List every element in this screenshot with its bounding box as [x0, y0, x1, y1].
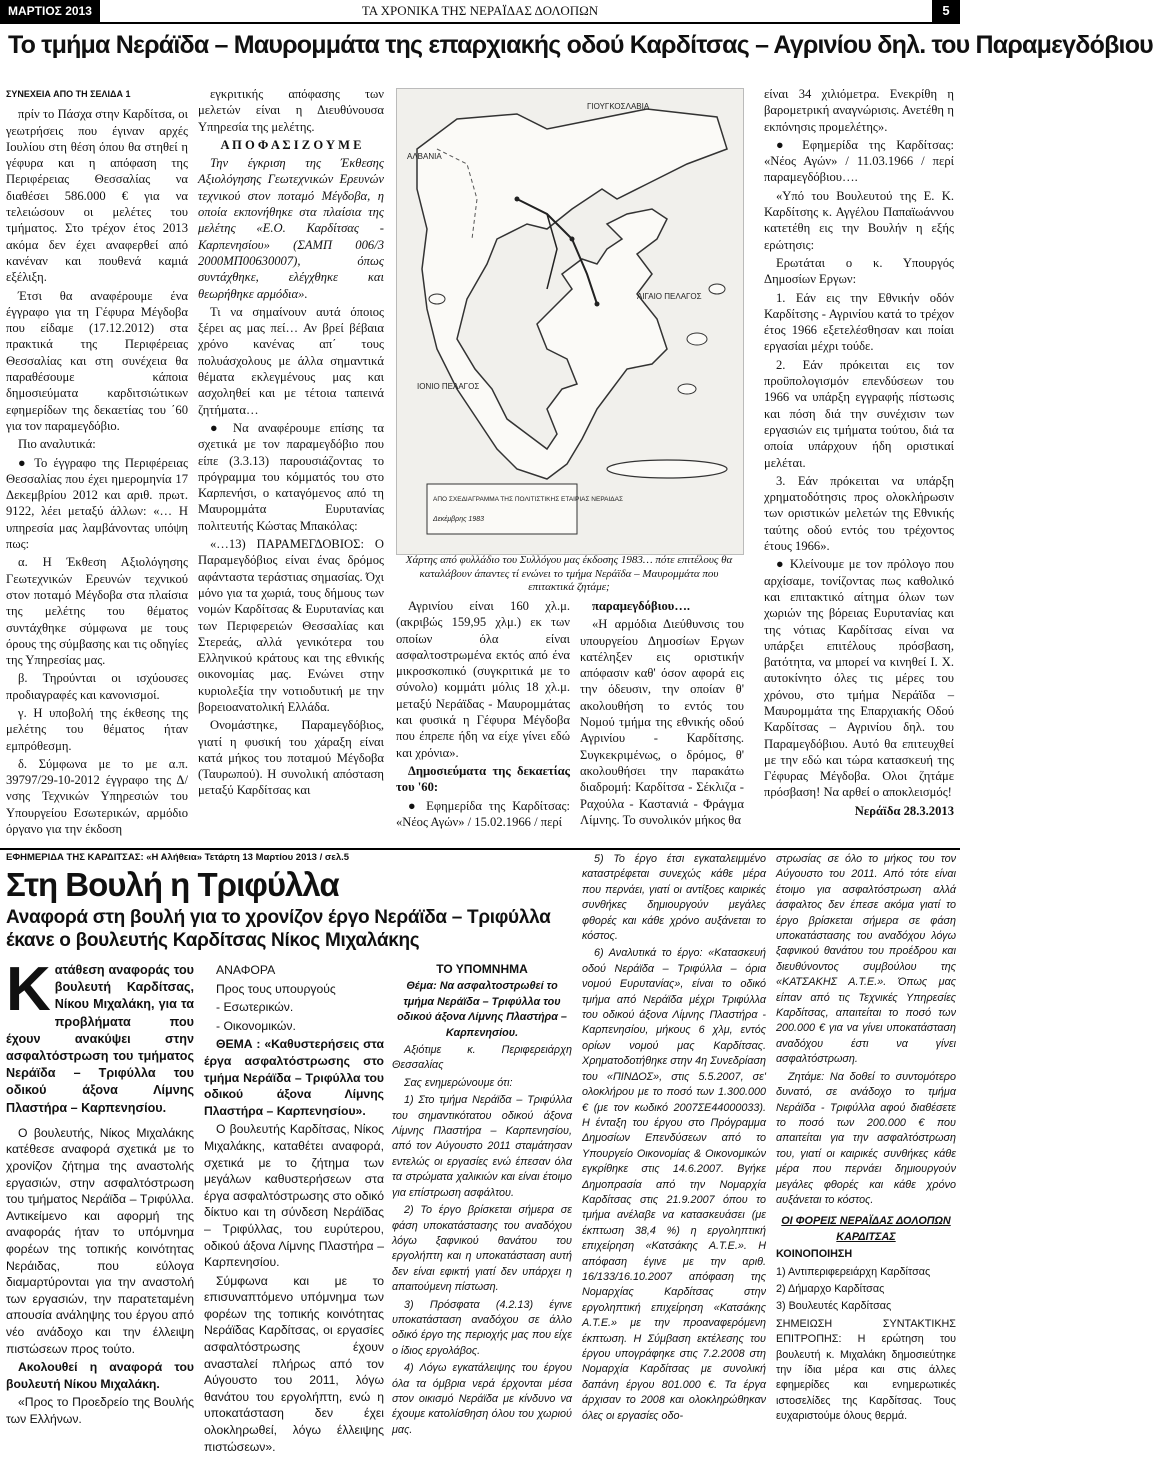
map-label: ΑΛΒΑΝΙΑ [407, 152, 442, 161]
memo-subject: Θέμα: Να ασφαλτοστρωθεί το τμήμα Νεράϊδα – Τριφύλλα του οδικού άξονα Λίμνης Πλαστήρα – Καρπενησίου. [397, 980, 567, 1039]
lead-paragraph [6, 955, 194, 1117]
paragraph: Έτσι θα αναφέρουμε ένα έγγραφο για τη Γέφυρα Μέγδοβα που είδαμε (17.12.2012) στα πρακτικά της Περιφέρειας Θεσσαλίας και στη συνέχεια θα παραθέσουμε κάποια δημοσιεύματα καρδιτσιώτικων εφημερίδων της δεκαετίας του ΄60 για τον παραμεγδόβιο. [6, 288, 188, 433]
decision-heading: Α Π Ο Φ Α Σ Ι Ζ Ο Υ Μ Ε [220, 137, 362, 152]
paragraph: β. Τηρούνται οι ισχύουσες προδιαγραφές και κανονισμοί. [6, 671, 188, 702]
paragraph: Ζητάμε: Να δοθεί το συντομότερο δυνατό, σε ανάδοχο το τμήμα Νεράϊδα - Τριφύλλα αφού διαθέσετε το ποσό των 200.000 € που απαιτείται για την ασφαλτόστρωση του, γιατί οι καιρικές συνθήκες κάθε μέρα που περνάει δημιουργούν μεγάλες φθορές και κάθε χρόνο αυξάνεται το κόστος. [776, 1070, 956, 1206]
article2-subheadline: Αναφορά στη βουλή για το χρονίζον έργο Νεράϊδα – Τριφύλλα έκανε ο βουλευτής Καρδίτσας Νίκος Μιχαλάκης [6, 907, 551, 951]
map-label: Δεκέμβρης 1983 [433, 516, 484, 523]
article2-column-5 [776, 852, 956, 1467]
drop-cap: Κ [6, 955, 51, 1024]
article1-column-4 [580, 598, 744, 846]
paragraph: ● Να αναφέρουμε επίσης τα σχετικά με τον παραμεγδόβιο που είπε (3.3.13) παρουσιάζοντας το πρόγραμμα του κόμματός του στο Καρπενήσι, ο καταγόμενος από τη Μαυρομμάτα Ευρυτανίας πολιτευτής Κώστας Μπακόλας: [198, 420, 384, 533]
signatories: ΟΙ ΦΟΡΕΙΣ ΝΕΡΑΪΔΑΣ ΔΟΛΟΠΩΝ ΚΑΡΔΙΤΣΑΣ [781, 1215, 951, 1243]
article2-column-4 [582, 848, 766, 1471]
paragraph: Αξιότιμε κ. Περιφερειάρχη Θεσσαλίας [392, 1044, 572, 1072]
article2-source: ΕΦΗΜΕΡΙΔΑ ΤΗΣ ΚΑΡΔΙΤΣΑΣ: «Η Αλήθεια» Τετάρτη 13 Μαρτίου 2013 / σελ.5 [6, 852, 350, 863]
paragraph: «Η αρμόδια Διεύθυνσις του υπουργείου Δημοσίων Εργων κατέληξεν εις οριστικήν απόφασιν καθ' όσον αφορά εις την όδευσιν, την οποίαν θ' ακολουθήση το εντός του Νομού τμήμα της εθνικής οδού Αγρινίου - Καρδίτσης. Συγκεκριμένως, ο δρόμος, θ' ακολουθήσει την παρακάτω διαδρομή: Καρδίτσα - Σέκλιζα - Ραχούλα - Καστανιά - Φράγμα Λίμνης. Το συνολικόν μήκος θα [580, 617, 744, 827]
paragraph: παραμεγδόβιου…. [592, 599, 691, 613]
article1-column-2 [198, 86, 384, 846]
newspaper-title: ΤΑ ΧΡΟΝΙΚΑ ΤΗΣ ΝΕΡΑΪΔΑΣ ΔΟΛΟΠΩΝ [361, 3, 599, 18]
editorial-note: ΣΗΜΕΙΩΣΗ ΣΥΝΤΑΚΤΙΚΗΣ ΕΠΙΤΡΟΠΗΣ: Η ερώτηση του βουλευτή κ. Μιχαλάκη δημοσιεύτηκε την ίδια μέρα και στις άλλες εφημερίδες και ενημερωτικές ιστοσελίδες της Καρδίτσας. Τους ευχαριστούμε όλους θερμά. [776, 1317, 956, 1423]
paragraph: εγκριτικής απόφασης των μελετών είναι η Διευθύνουσα Υπηρεσία της μελέτης. [198, 87, 384, 134]
cc-heading: ΚΟΙΝΟΠΟΙΗΣΗ [776, 1248, 853, 1261]
subheading: Δημοσιεύματα της δεκαετίας του '60: [396, 763, 570, 795]
paragraph: ● Το έγγραφο της Περιφέρειας Θεσσαλίας που έχει ημερομηνία 17 Δεκεμβρίου 2012 και αριθ. πρωτ. 9122, λέει μεταξύ άλλων: «… Η υπηρεσία μας λαμβάνοντας υπόψη πως: [6, 455, 188, 552]
paragraph: γ. Η υποβολή της έκθεσης της μελέτης του θέματος ήταν εμπρόθεσμη. [6, 705, 188, 753]
article1-column-1 [6, 86, 188, 846]
paragraph: ΘΕΜΑ : «Καθυστερήσεις στα έργα ασφαλτόστρωσης στο τμήμα Νεράϊδα – Τριφύλλα του οδικού άξονα Λίμνης Πλαστήρα – Καρπενησίου». [204, 1037, 384, 1118]
paragraph: «Προς το Προεδρείο της Βουλής των Ελλήνων. [6, 1395, 194, 1426]
paragraph: «Υπό του Βουλευτού της Ε. Κ. Καρδίτσης κ. Αγγέλου Παπαϊωάννου κατετέθη εις την Βουλήν η εξής ερώτησις: [764, 188, 954, 252]
article-headline: Το τμήμα Νεράϊδα – Μαυρομμάτα της επαρχιακής οδού Καρδίτσας – Αγρινίου δηλ. του Παραμεγδόβιου [8, 31, 1153, 59]
paragraph: Αγρινίου είναι 160 χλ.μ. (ακριβώς 159,95 χλμ.) εκ των οποίων όλα είναι ασφαλτοστρωμένα εκτός από ένα μικροσκοπικό (συγκριτικά με το σύνολο) κομμάτι μόλις 18 χλ.μ. μεταξύ Νεράϊδας - Μαυρομμάτας και φυσικά η Γέφυρα Μέγδοβα που έπρεπε ήδη να είχε γίνει εδώ και χρόνια». [396, 599, 570, 760]
paragraph: Σύμφωνα και με το επισυναπτόμενο υπόμνημα των φορέων της τοπικής κοινότητας Νεράϊδας Καρδίτσας, οι εργασίες ασφαλτόστρωσης έχουν ανασταλεί πλήρως από τον Αύγουστο του 2011, λόγω θανάτου του εργολήπτη, ενώ η υποκατάσταση δεν έχει ολοκληρωθεί, λόγω έλλειψης πιστώσεων». [204, 1273, 384, 1454]
paragraph: 2) Το έργο βρίσκεται σήμερα σε φάση υποκατάστασης του αναδόχου λόγω ξαφνικού θανάτου του εργολήπτη και η υποκατάσταση αυτή δεν είναι εφικτή γιατί δεν υπάρχει η απαιτούμενη πίστωση. [392, 1204, 572, 1294]
paragraph: Τι να σημαίνουν αυτά όποιος ξέρει ας μας πεί… Αν βρεί βέβαια χρόνο κανένας απ΄ τους πολυάσχολους με άλλα σημαντικά θέματα εκλεγμένους μας και ασχοληθεί και με τέτοια ταπεινά ζητήματα… [198, 304, 384, 417]
issue-month: ΜΑΡΤΙΟΣ 2013 [0, 0, 100, 22]
paragraph: - Οικονομικών. [216, 1018, 296, 1033]
article2-column-2 [204, 962, 384, 1467]
signature: Νεράϊδα 28.3.2013 [854, 803, 954, 818]
section-divider [0, 848, 960, 850]
paragraph: 1) Στο τμήμα Νεράϊδα – Τριφύλλα του σημαντικότατου οδικού άξονα Λίμνης Πλαστήρα – Καρπενησίου, από τον Αύγουστο 2011 σταμάτησαν εντελώς οι εργασίες ενώ έπεσαν όλα τα στρώματα χαλικιών και είναι έτοιμο για επίστρωση ασφάλτου. [392, 1094, 572, 1199]
paragraph: Ερωτάται ο κ. Υπουργός Δημοσίων Εργων: [764, 255, 954, 287]
paragraph: πρίν το Πάσχα στην Καρδίτσα, οι γεωτρήσεις που έγιναν αρχές Ιουλίου στη θέση όπου θα στηθεί η γέφυρα και η απόφαση της Περιφέρειας Θεσσαλίας να διαθέσει 586.000 € για να τελειώσουν οι μελέτες του τμήματος. Στο τρέχον έτος 2013 ακόμα δεν έχει αναφερθεί από κανέναν και πουθενά καμιά εξέλιξη. [6, 107, 188, 285]
paragraph: 2. Εάν πρόκειται εις τον προϋπολογισμόν επενδύσεων του 1966 να υπάρξη εγγραφής πίστωσις και πόση διά την συνέχισιν των εργασιών εις τμήματα τούτου, διά τα οποία υπάρχουν ήδη οριστικαί μελέται. [764, 357, 954, 470]
page-header [0, 0, 960, 24]
paragraph: στρωσίας σε όλο το μήκος του τον Αύγουστο του 2011. Από τότε είναι έτοιμο για ασφαλτόστρωση αλλά άσφαλτος δεν έπεσε ακόμα γιατί το έργο βρίσκεται σήμερα σε φάση υποκατάστασης του αναδόχου λόγω ξαφνικού θανάτου του προέδρου και διευθύνοντος συμβούλου της «ΚΑΤΣΑΚΗΣ Α.Τ.Ε.». Όπως μας είπαν από τις Τεχνικές Υπηρεσίες Καρδίτσας, απαιτείται το ποσό των 200.000 € για να γίνει υποκατάσταση αναδόχου έστι να γίνει ασφαλτόστρωση. [776, 853, 956, 1066]
paragraph: δ. Σύμφωνα με το με α.π. 39797/29-10-2012 έγγραφο της Δ/νσης Τεχνικών Υπηρεσιών του Υπουργείου Εσωτερικών, αρμόδιο όργανο για την έκδοση [6, 756, 188, 837]
article2-headline: Στη Βουλή η Τριφύλλα [6, 866, 339, 903]
map-label: ΙΟΝΙΟ ΠΕΛΑΓΟΣ [417, 382, 480, 391]
paragraph: 4) Λόγω εγκατάλειψης του έργου όλα τα όμβρια νερά έρχονται μέσα στον οικισμό Νεράϊδα με κίνδυνο να έχουμε κατολίσθηση όλου του χωριού μας. [392, 1362, 572, 1436]
map-label: ΑΙΓΑΙΟ ΠΕΛΑΓΟΣ [637, 292, 702, 301]
map-label: ΓΙΟΥΓΚΟΣΛΑΒΙΑ [587, 102, 650, 111]
map-label: ΑΠΟ ΣΧΕΔΙΑΓΡΑΜΜΑ ΤΗΣ ΠΟΛΙΤΙΣΤΙΚΗΣ ΕΤΑΙΡΙΑΣ ΝΕΡΑΙΔΑΣ [433, 496, 624, 503]
continued-note: ΣΥΝΕΧΕΙΑ ΑΠΟ ΤΗ ΣΕΛΙΔΑ 1 [6, 89, 131, 99]
map-caption: Χάρτης από φυλλάδιο του Συλλόγου μας έκδοσης 1983… πότε επιτέλους θα καταλάβουν άπαντες τί ενώνει το τμήμα Νεράϊδα – Μαυρομμάτα που επιτακτικά ζητάμε; [405, 554, 733, 593]
cc-item: 3) Βουλευτές Καρδίτσας [776, 1300, 892, 1313]
article1-column-5 [764, 86, 954, 846]
paragraph: 1. Εάν εις την Εθνικήν οδόν Καρδίτσης - Αγρινίου κατά το τρέχον έτος 1966 εξετελέσθησαν και ποίαι εργασίαι μέχρι τούδε. [764, 290, 954, 354]
paragraph: α. Η Έκθεση Αξιολόγησης Γεωτεχνικών Ερευνών τεχνικού στον ποταμό Μέγδοβα στα πλαίσια της μελέτης του θέματος συντάχθηκε σύμφωνα με τους όρους της σύμβασης και τις οδηγίες της Υπηρεσίας μας. [6, 555, 188, 668]
cc-item: 1) Αντιπεριφερειάρχη Καρδίτσας [776, 1265, 931, 1278]
paragraph: ● Εφημερίδα της Καρδίτσας: «Νέος Αγών» / 11.03.1966 / περί παραμεγδόβιου…. [764, 137, 954, 185]
paragraph: «…13) ΠΑΡΑΜΕΓΔΟΒΙΟΣ: Ο Παραμεγδόβιος είναι ένας δρόμος αφάνταστα τεράστιας σημασίας. Όχι μόνο για τα χωριά, τους δήμους των νομών Καρδίτσας & Ευρυτανίας και των Περιφερειών Θεσσαλίας και Στερεάς, αλλά γενικότερα του Ελληνικού κράτους και της εθνικής οικονομίας μας. Ενώνει στην κυριολεξία την νοτιοδυτική με την βορειοανατολική Ελλάδα. [198, 537, 384, 714]
article2-column-3 [392, 962, 572, 1467]
paragraph: 3. Εάν πρόκειται να υπάρξη χρηματοδότησις προς ολοκλήρωσιν των οριστικών μελετών της Εθνικής ταύτης οδού εντός του τρέχοντος έτους 1966». [764, 473, 954, 554]
paragraph: Ονομάστηκε, Παραμεγδόβιος, γιατί η φυσική του χάραξη είναι κατά μήκος του ποταμού Μέγδοβα (Ταυρωπού). Η συνολική απόσταση μεταξύ Καρδίτσας και [198, 718, 384, 798]
paragraph: Προς τους υπουργούς [216, 981, 336, 996]
map-image [396, 88, 744, 555]
paragraph: ● Εφημερίδα της Καρδίτσας: «Νέος Αγών» / 15.02.1966 / περί [396, 798, 570, 829]
paragraph: ● Κλείνουμε με τον πρόλογο που αρχίσαμε, τονίζοντας πως καθολικό και επιτακτικό αίτημα όλων των χωριών της βόρειας Ευρυτανίας και της νότιας Καρδίτσας είναι να υπάρξει επιτέλους πρόσβαση, βατότητα, να μπορεί να κινηθεί Ι. Χ. αυτοκίνητο όλες τις μέρες του χρόνου, στο τμήμα Νεράϊδα – Μαυρομμάτα της Επαρχιακής Οδού Καρδίτσας – Αγρινίου δηλ. του Παραμεγδόβιου. Αυτό θα επιτευχθεί με την εδώ και τώρα κατασκευή της Γέφυρας Μέγδοβα. Ολοι ζητάμε πρόσβαση! Να αρθεί ο αποκλεισμός! [764, 557, 954, 800]
article2-column-1 [6, 955, 194, 1467]
paragraph: 3) Πρόσφατα (4.2.13) έγινε υποκατάσταση αναδόχου σε άλλο οδικό έργο της περιοχής μας που είχε ο ίδιος εργολάβος. [392, 1298, 572, 1357]
paragraph: ΑΝΑΦΟΡΑ [216, 963, 276, 977]
page-number: 5 [932, 0, 960, 22]
paragraph: Σας ενημερώνουμε ότι: [404, 1076, 513, 1089]
paragraph: Πιο αναλυτικά: [18, 437, 96, 452]
paragraph: 5) Το έργο έτσι εγκαταλειμμένο καταστρέφεται συνεχώς κάθε μέρα που περνάει, γιατί οι αντίξοες καιρικές συνθήκες δημιουργούν μεγάλες φθορές και κάθε χρόνο αυξάνεται το κόστος. [582, 853, 766, 943]
paragraph: Ακολουθεί η αναφορά του βουλευτή Νίκου Μιχαλάκη. [6, 1360, 194, 1391]
paragraph: 6) Αναλυτικά το έργο: «Κατασκευή οδού Νεράϊδα – Τριφύλλα – όρια νομού Ευρυτανίας», είναι το οδικό τμήμα από Νεράϊδα μέχρι Τριφύλλα του οδικού άξονα Λίμνης Πλαστήρα - Καρπενησίου, μήκους 6 χλμ, εντός ορίων νομού μας Καρδίτσας. Χρηματοδοτήθηκε στην 4η Συνεδρίαση του «ΠΙΝΔΟΣ», στις 5.5.2007, σε' ολοκλήρου με το ποσό των 1.300.000 € (με τον κωδικό 2007ΣΕ44000033). Η ένταξη του έργου στο Πρόγραμμα Δημοσίων Επενδύσεων από το Υπουργείο Οικονομίας & Οικονομικών εγκρίθηκε στις 14.6.2007. Βγήκε Δημοπρασία από την Νομαρχία Καρδίτσας στις 21.9.2007 όπου το τμήμα ανέλαβε να κατασκευάσει (με έκπτωση 38,4 %) η εργοληπτική επιχείρηση «Κατσάκης Α.Τ.Ε.». Η απόφαση έγινε με την αριθ. 16/133/16.10.2007 απόφαση της Νομαρχίας Καρδίτσας στην εργοληπτική επιχείρηση «Κατσάκης Α.Τ.Ε.» με την προαναφερόμενη έκπτωση. Η Σύμβαση εκτέλεσης του έργου υπογράφηκε στις 7.2.2008 στη Νομαρχία Καρδίτσας με συνολική δαπάνη έργου 801.000 €. Τα έργα άρχισαν το 2008 και ολοκληρώθηκαν όλες οι εργασίες οδο- [582, 947, 766, 1422]
article1-column-3 [396, 598, 570, 846]
cc-item: 2) Δήμαρχο Καρδίτσας [776, 1282, 885, 1295]
lead-text: ατάθεση αναφοράς του βουλευτή Καρδίτσας, Νίκου Μιχαλάκη, για τα προβλήματα που έχουν ανακύψει στην ασφαλτόστρωση του τμήματος Νεράϊδα – Τριφύλλα του οδικού άξονα Λίμνης Πλαστήρα – Καρπενησίου. [6, 963, 194, 1115]
paragraph: Την έγκριση της Έκθεσης Αξιολόγησης Γεωτεχνικών Ερευνών τεχνικού στον ποταμό Μέγδοβα, η οποία εκπονήθηκε στα πλαίσια της μελέτης «Ε.Ο. Καρδίτσας - Καρπενησίου» (ΣΑΜΠ 006/3 2000ΜΠ00630007), όπως συντάχθηκε, ελέγχθηκε και θεωρήθηκε αρμόδια». [198, 156, 384, 301]
greece-map-illustration [397, 89, 743, 554]
paragraph: Ο βουλευτής, Νίκος Μιχαλάκης κατέθεσε αναφορά σχετικά με το χρονίζον ζήτημα της αναστολής εργασιών, στην ασφαλτόστρωση του τμήματος Νεράϊδα – Τριφύλλα. Αντικείμενο και αφορμή της αναφοράς ήταν το υπόμνημα φορέων της τοπικής κοινότητας Νεράιδας, που εύλογα διαμαρτύρονται για την αναστολή των εργασιών, την παρατεταμένη απουσία ανάληψης του έργου από νέο ανάδοχο και την έλλειψη πιστώσεων προς τούτο. [6, 1125, 194, 1356]
paragraph: - Εσωτερικών. [216, 1000, 294, 1015]
paragraph: Ο βουλευτής Καρδίτσας, Νίκος Μιχαλάκης, καταθέτει αναφορά, σχετικά με το ζήτημα των μεγάλων καθυστερήσεων στα έργα ασφαλτόστρωσης στο οδικό δίκτυο και τη σύνδεση Νεράϊδας – Τριφύλλας, του ευρύτερου, οδικού άξονα Λίμνης Πλαστήρα – Καρπενησίου. [204, 1122, 384, 1270]
paragraph: είναι 34 χιλιόμετρα. Ενεκρίθη η βαρομετρική αναγνώρισις. Ανετέθη η εκπόνησις προμελέτης». [764, 87, 954, 134]
memo-heading: ΤΟ ΥΠΟΜΝΗΜΑ [436, 962, 528, 976]
